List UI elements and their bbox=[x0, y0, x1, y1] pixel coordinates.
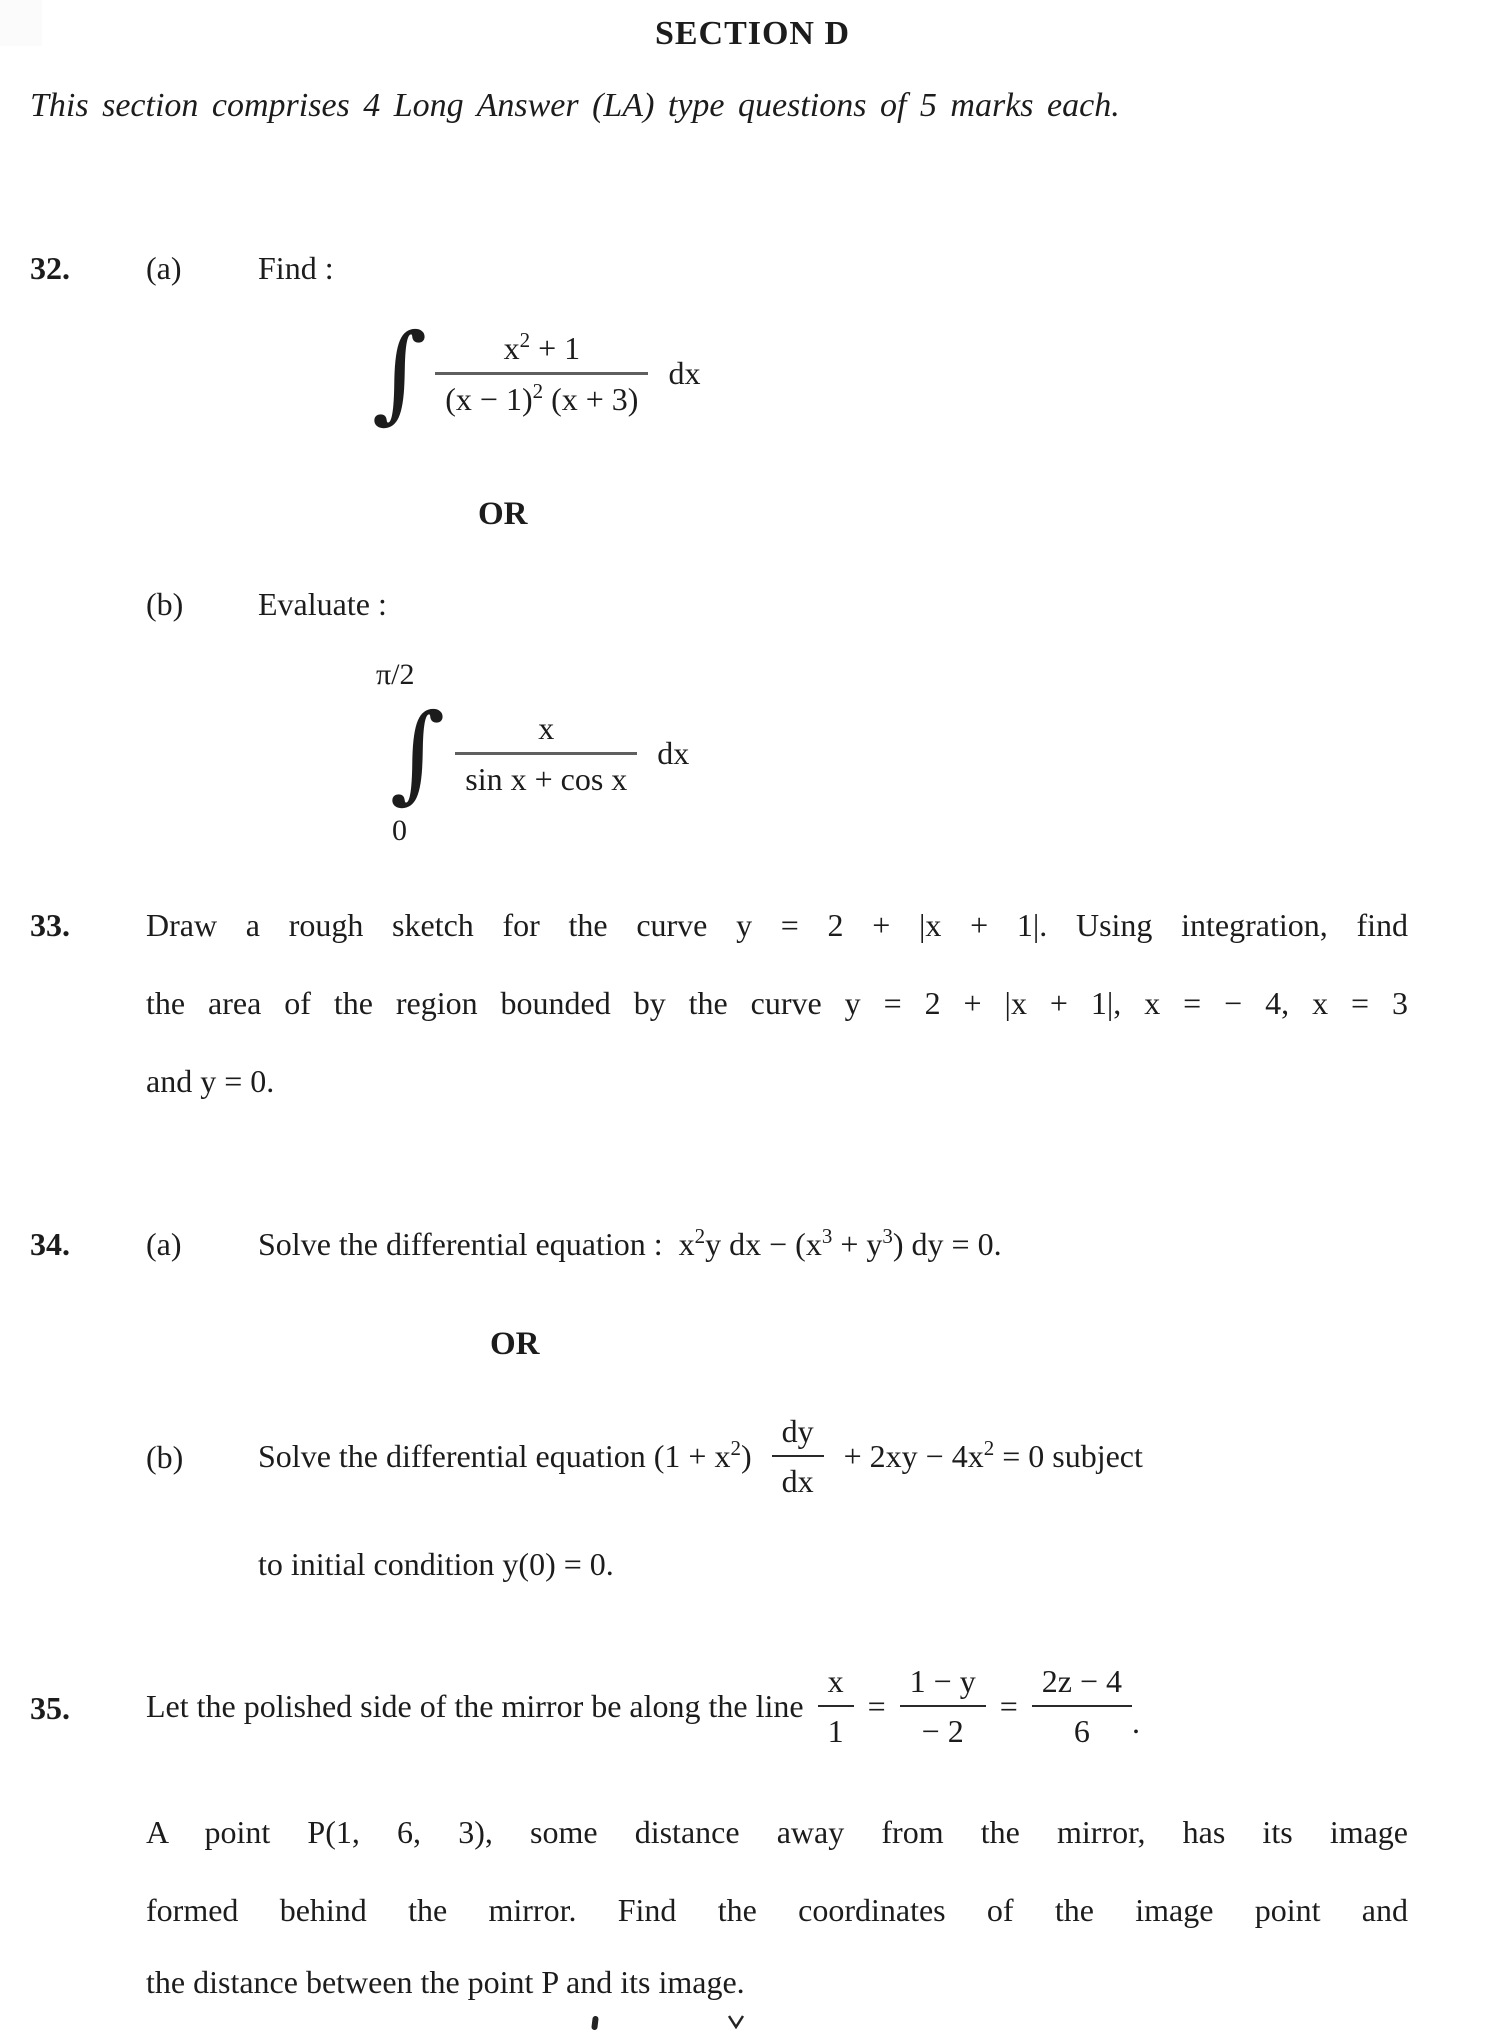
fraction-numerator: 1 − y bbox=[909, 1663, 976, 1699]
q34-part-a-text: Solve the differential equation : $x^2y$ dx − $(x^3 + y^3)$ dy = 0. bbox=[258, 1224, 1002, 1262]
cut-off-text-fragment bbox=[728, 2015, 746, 2029]
section-subtitle: This section comprises 4 Long Answer (LA) type questions of 5 marks each. bbox=[30, 87, 1120, 124]
differential-dx: dx bbox=[668, 355, 701, 391]
two-z-minus-4-fraction bbox=[1032, 1661, 1132, 1751]
integral-a-denominator: $(x - 1)^2$ (x + 3) bbox=[445, 378, 639, 417]
q33-line-1: Draw a rough sketch for the curve y = 2 + |x + 1|. Using integration, find bbox=[146, 907, 1408, 943]
dy-dx-fraction bbox=[772, 1411, 824, 1501]
integral-b-fraction bbox=[455, 708, 637, 799]
q35-intro: Let the polished side of the mirror be along the line bbox=[146, 1688, 812, 1724]
integral-b-denominator: sin x + cos x bbox=[465, 760, 628, 797]
q34-part-b-post: + $2xy - 4x^2 = 0$ subject bbox=[835, 1436, 1143, 1474]
fraction-denominator: − 2 bbox=[921, 1713, 964, 1749]
question-33-number: 33. bbox=[30, 907, 70, 943]
one-minus-y-fraction bbox=[900, 1661, 986, 1751]
integral-b-body bbox=[376, 692, 689, 814]
integral-b bbox=[376, 658, 689, 848]
q32-part-b-label: (b) bbox=[146, 586, 184, 622]
q33-line-2: the area of the region bounded by the curve y = 2 + |x + 1|, x = − 4, x = 3 bbox=[146, 985, 1408, 1021]
q34-part-a-label: (a) bbox=[146, 1226, 182, 1262]
q34-part-b-line-1 bbox=[258, 1408, 1143, 1504]
q34-part-b-pre: Solve the differential equation $(1 + x^2)$ bbox=[258, 1436, 760, 1474]
fraction-numerator: 2z − 4 bbox=[1041, 1663, 1122, 1699]
dy-dx-denominator: dx bbox=[781, 1463, 814, 1499]
differential-dx: dx bbox=[657, 735, 690, 771]
dy-dx-numerator: dy bbox=[781, 1413, 814, 1449]
sentence-period: . bbox=[1131, 1704, 1140, 1740]
integral-b-lower-limit: 0 bbox=[392, 814, 407, 847]
question-34-number: 34. bbox=[30, 1226, 70, 1262]
q35-line-3: formed behind the mirror. Find the coordinates of the image point and bbox=[146, 1892, 1408, 1928]
integral-sign: ∫ bbox=[372, 311, 428, 434]
equals-sign-2: = bbox=[999, 1688, 1018, 1724]
section-title: SECTION D bbox=[654, 15, 851, 52]
integral-a-fraction bbox=[435, 328, 648, 419]
question-32-number: 32. bbox=[30, 250, 70, 286]
q35-line-4: the distance between the point P and its image. bbox=[146, 1964, 745, 2000]
x-over-1-fraction bbox=[818, 1661, 854, 1751]
fraction-denominator: 6 bbox=[1073, 1713, 1090, 1749]
q35-line-1 bbox=[146, 1662, 1140, 1750]
integral-b-numerator: x bbox=[538, 709, 555, 746]
q32-part-a-prompt: Find : bbox=[258, 250, 334, 286]
fraction-numerator: x bbox=[827, 1663, 844, 1699]
q32-part-b-prompt: Evaluate : bbox=[258, 586, 387, 622]
question-35-number: 35. bbox=[30, 1690, 70, 1726]
cut-off-text-fragment bbox=[591, 2016, 599, 2031]
q32-part-a-label: (a) bbox=[146, 250, 182, 286]
integral-a bbox=[372, 312, 700, 434]
question-33-text bbox=[146, 905, 1408, 1101]
q34-part-b-label: (b) bbox=[146, 1439, 184, 1475]
or-divider-1: OR bbox=[478, 496, 528, 532]
fraction-denominator: 1 bbox=[827, 1713, 844, 1749]
q34-part-b-line-2: to initial condition y(0) = 0. bbox=[258, 1546, 614, 1582]
q35-line-2: A point P(1, 6, 3), some distance away from the mirror, has its image bbox=[146, 1814, 1408, 1850]
integral-sign: ∫ bbox=[390, 691, 446, 814]
q33-line-3: and y = 0. bbox=[146, 1063, 275, 1099]
integral-a-numerator: $x^2 + 1$ bbox=[503, 327, 581, 366]
integral-b-upper-limit: π/2 bbox=[376, 658, 415, 691]
equals-sign-1: = bbox=[867, 1688, 886, 1724]
or-divider-2: OR bbox=[490, 1326, 540, 1362]
